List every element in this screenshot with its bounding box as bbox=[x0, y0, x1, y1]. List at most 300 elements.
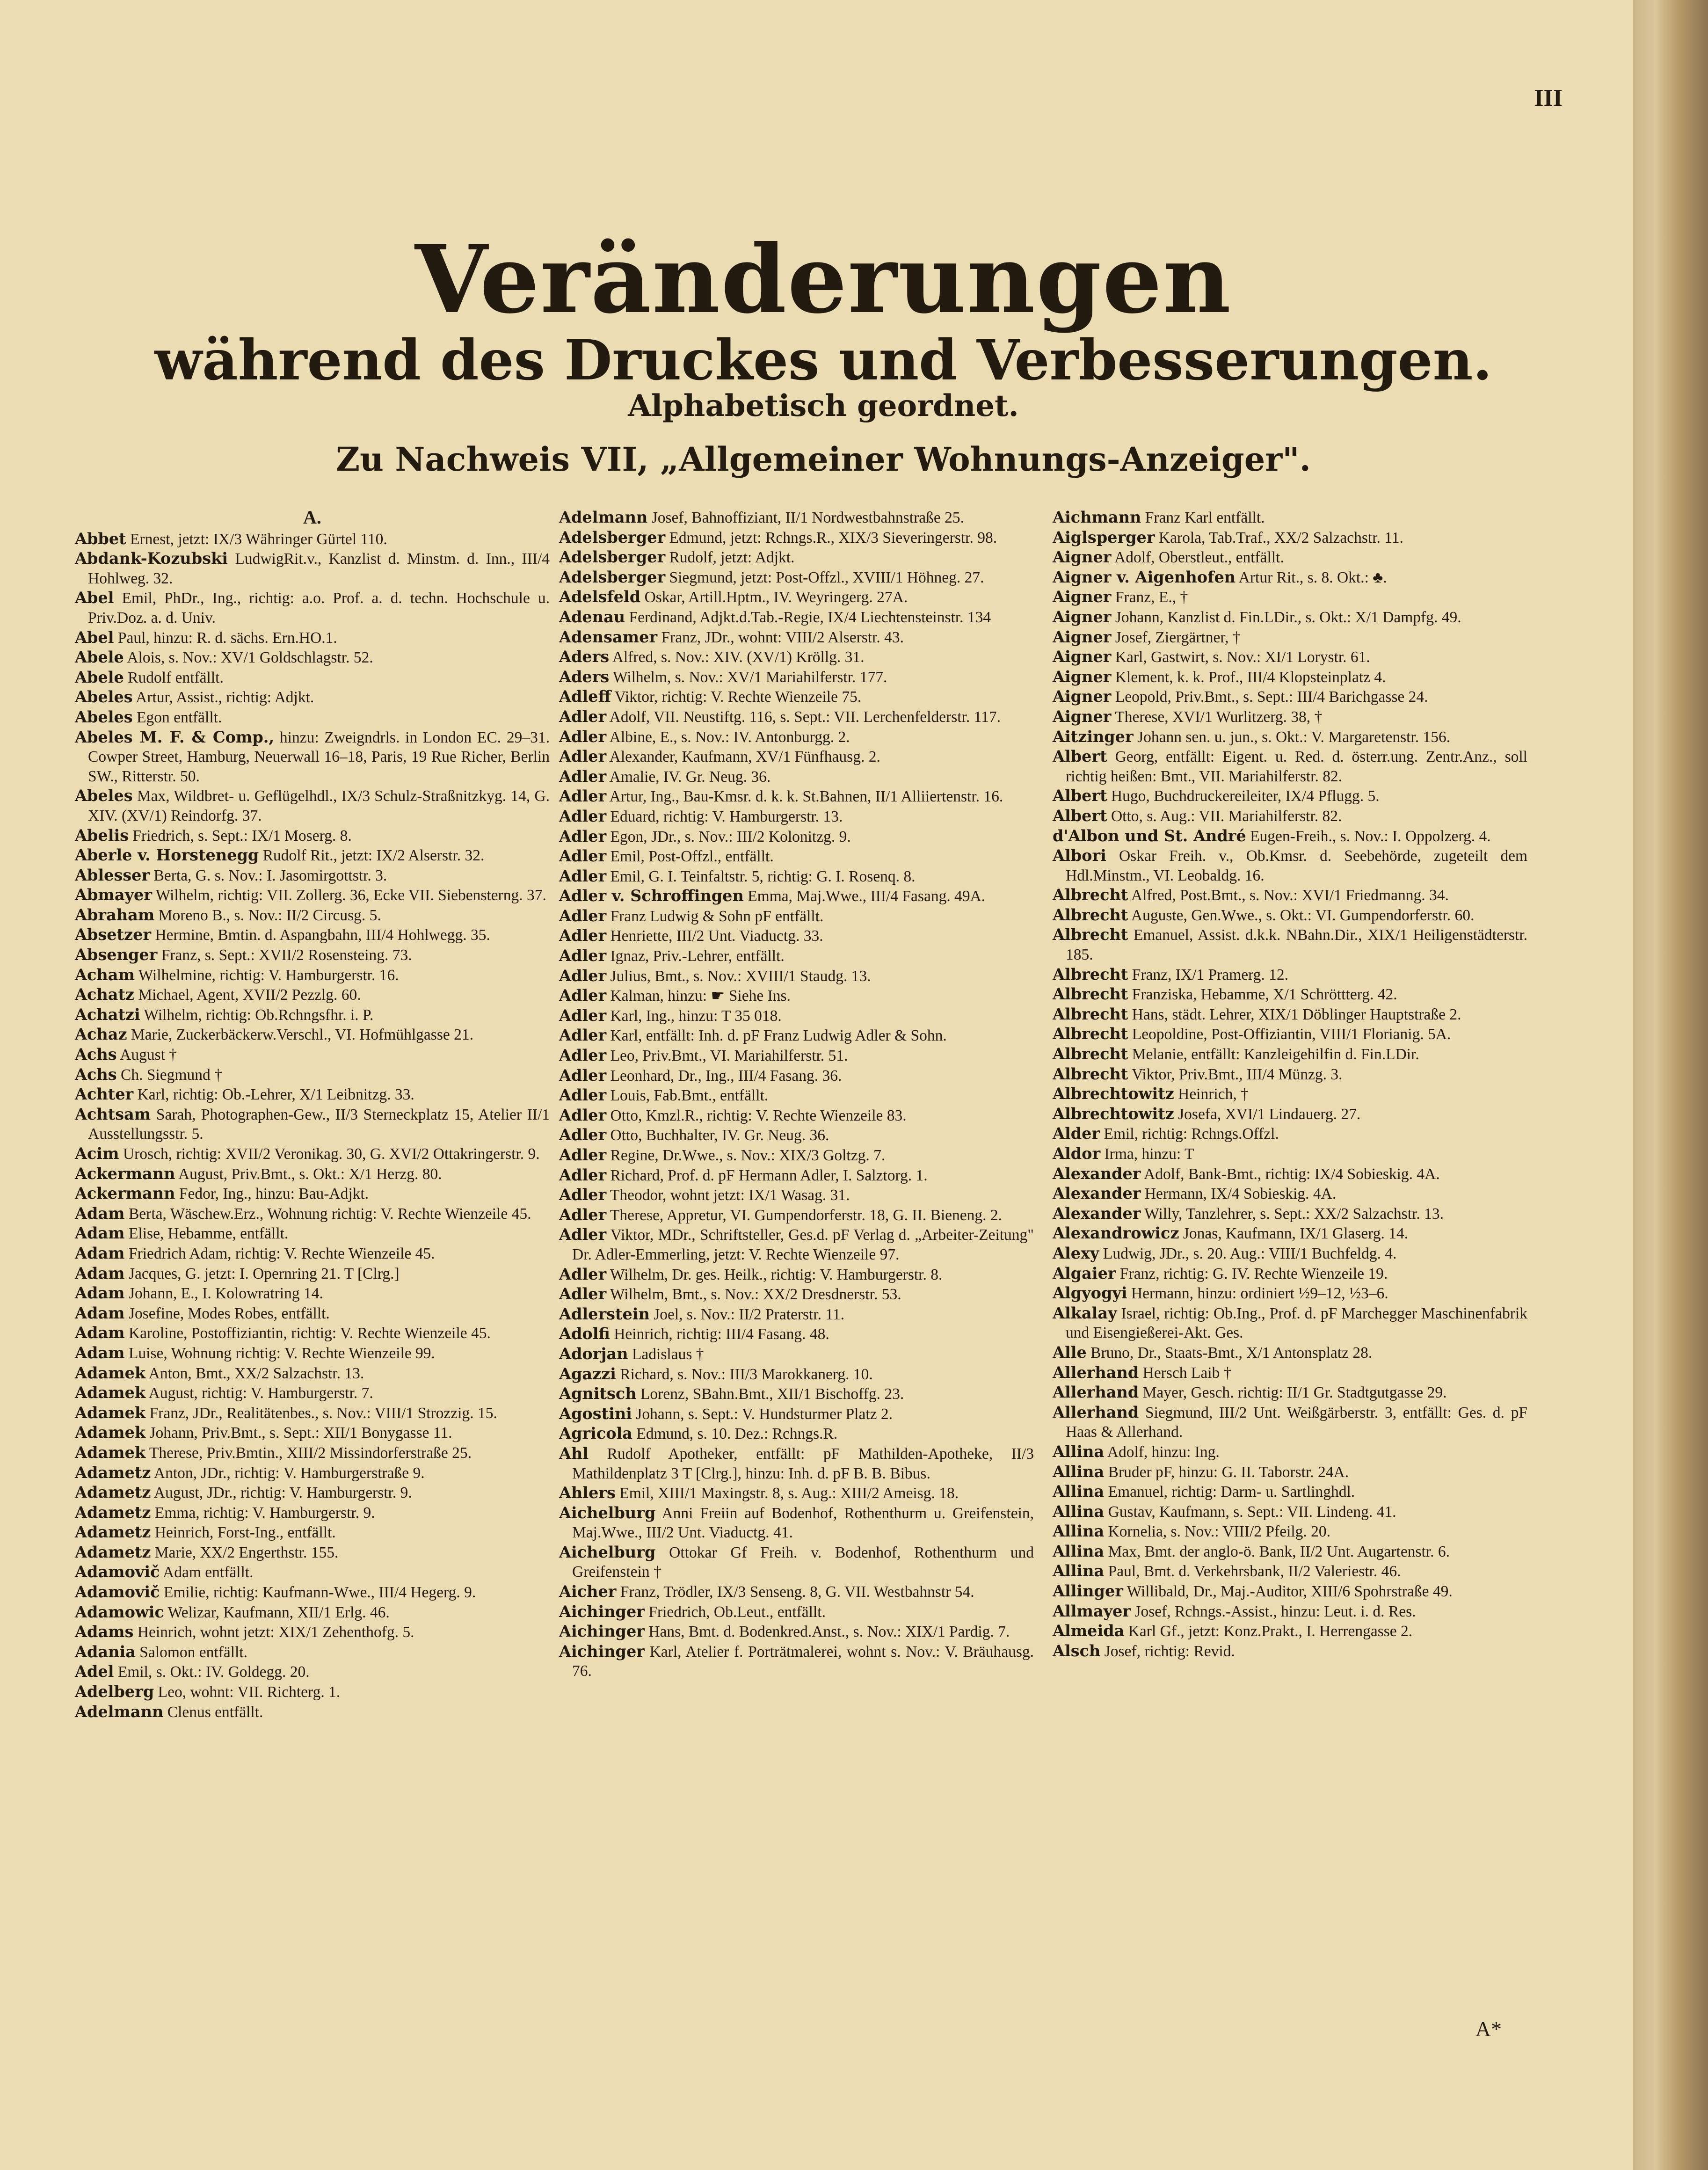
entry-name: Allerhand bbox=[1053, 1403, 1139, 1421]
entry-details: Karl, richtig: Ob.-Lehrer, X/1 Leibnitzg. 33. bbox=[137, 1086, 414, 1104]
directory-entry bbox=[559, 786, 1034, 807]
directory-entry bbox=[75, 786, 550, 825]
directory-entry bbox=[559, 1424, 1034, 1444]
entry-name: Albert bbox=[1053, 747, 1107, 766]
directory-entry bbox=[559, 1622, 1034, 1642]
entry-name: Adler bbox=[559, 906, 607, 925]
entry-name: Albrecht bbox=[1053, 1005, 1128, 1023]
entry-name: Adamek bbox=[75, 1384, 146, 1402]
entry-name: Adamek bbox=[75, 1423, 146, 1442]
directory-entry bbox=[1053, 1283, 1527, 1303]
entry-name: Aberle v. Horstenegg bbox=[75, 846, 259, 865]
directory-entry bbox=[75, 1264, 550, 1284]
entry-name: Aigner bbox=[1053, 648, 1112, 666]
column-3 bbox=[1053, 508, 1527, 1661]
entry-name: Agostini bbox=[559, 1404, 632, 1423]
entry-details: Albine, E., s. Nov.: IV. Antonburgg. 2. bbox=[609, 728, 850, 746]
directory-entry bbox=[75, 687, 550, 707]
entry-details: Siegmund, jetzt: Post-Offzl., XVIII/1 Höhneg. 27. bbox=[669, 568, 984, 586]
entry-name: Aichelburg bbox=[559, 1543, 656, 1561]
entry-details: Marie, Zuckerbäckerw.Verschl., VI. Hofmühlgasse 21. bbox=[131, 1026, 473, 1044]
entry-details: Adolf, Oberstleut., entfällt. bbox=[1114, 549, 1284, 567]
entry-details: Siegmund, III/2 Unt. Weißgärberstr. 3, entfällt: Ges. d. pF Haas & Allerhand. bbox=[1066, 1404, 1528, 1441]
directory-entry bbox=[559, 1205, 1034, 1225]
directory-entry bbox=[1053, 1223, 1527, 1244]
entry-details: Paul, hinzu: R. d. sächs. Ern.HO.1. bbox=[117, 629, 337, 647]
entry-details: Ch. Siegmund † bbox=[120, 1066, 222, 1084]
directory-entry bbox=[559, 647, 1034, 667]
entry-name: Albrecht bbox=[1053, 1045, 1128, 1063]
entry-name: Allina bbox=[1053, 1462, 1105, 1481]
signature-mark: A* bbox=[1475, 2017, 1502, 2041]
entry-details: Henriette, III/2 Unt. Viaductg. 33. bbox=[610, 927, 823, 945]
directory-entry bbox=[559, 946, 1034, 966]
entry-name: Adamowic bbox=[75, 1602, 164, 1621]
entry-details: Emma, richtig: V. Hamburgerstr. 9. bbox=[154, 1504, 375, 1522]
directory-entry bbox=[1053, 647, 1527, 667]
entry-name: Alexander bbox=[1053, 1164, 1141, 1183]
entry-name: Adorjan bbox=[559, 1344, 628, 1363]
directory-entry bbox=[1053, 727, 1527, 747]
directory-entry bbox=[1053, 1064, 1527, 1085]
entry-details: Alfred, s. Nov.: XIV. (XV/1) Kröllg. 31. bbox=[612, 648, 865, 666]
entry-name: Adler v. Schroffingen bbox=[559, 887, 744, 905]
entry-name: Almeida bbox=[1053, 1622, 1125, 1640]
directory-entry bbox=[559, 1602, 1034, 1622]
entry-details: Melanie, entfällt: Kanzleigehilfin d. Fin.LDir. bbox=[1132, 1046, 1419, 1063]
directory-entry bbox=[559, 926, 1034, 946]
entry-details: Alois, s. Nov.: XV/1 Goldschlagstr. 52. bbox=[127, 649, 373, 667]
directory-entry bbox=[75, 1343, 550, 1363]
entry-details: Viktor, MDr., Schriftsteller, Ges.d. pF Verlag d. „Arbeiter-Zeitung" Dr. Adler-Emmerling, jetzt: V. Rechte Wienzeile 97. bbox=[572, 1226, 1034, 1263]
entry-details: Willy, Tanzlehrer, s. Sept.: XX/2 Salzachstr. 13. bbox=[1144, 1205, 1444, 1223]
entry-name: Achs bbox=[75, 1045, 117, 1064]
entry-details: Eduard, richtig: V. Hamburgerstr. 13. bbox=[610, 808, 843, 825]
entry-name: Alsch bbox=[1053, 1641, 1101, 1660]
directory-entry bbox=[1053, 1502, 1527, 1522]
entry-name: Acim bbox=[75, 1144, 119, 1163]
entry-name: Adametz bbox=[75, 1543, 151, 1561]
entry-name: Adleff bbox=[559, 687, 611, 706]
entry-details: Richard, Prof. d. pF Hermann Adler, I. Salztorg. 1. bbox=[610, 1166, 928, 1184]
directory-entry bbox=[75, 925, 550, 945]
entry-name: Abmayer bbox=[75, 886, 152, 904]
entry-details: Hugo, Buchdruckereileiter, IX/4 Pflugg. 5. bbox=[1111, 787, 1380, 805]
entry-name: Allina bbox=[1053, 1502, 1105, 1521]
entry-details: Hans, Bmt. d. Bodenkred.Anst., s. Nov.: XIX/1 Pardig. 7. bbox=[648, 1623, 1010, 1641]
entry-name: Albrechtowitz bbox=[1053, 1085, 1174, 1103]
entry-details: Artur, Assist., richtig: Adjkt. bbox=[136, 689, 314, 706]
entry-details: Emil, PhDr., Ing., richtig: a.o. Prof. a. d. techn. Hochschule u. Priv.Doz. a. d. Univ. bbox=[88, 590, 550, 626]
directory-entry bbox=[75, 1682, 550, 1702]
entry-name: Ackermann bbox=[75, 1184, 175, 1203]
directory-entry bbox=[75, 728, 550, 786]
entry-details: Edmund, jetzt: Rchngs.R., XIX/3 Sieveringerstr. 98. bbox=[669, 529, 997, 546]
entry-details: Franz, E., † bbox=[1115, 589, 1188, 606]
entry-details: Franz Karl entfällt. bbox=[1145, 509, 1265, 526]
entry-details: Emil, s. Okt.: IV. Goldegg. 20. bbox=[117, 1663, 310, 1681]
entry-details: Ottokar Gf Freih. v. Bodenhof, Rothenthurm und Greifenstein † bbox=[572, 1544, 1034, 1581]
entry-name: Aders bbox=[559, 648, 610, 666]
entry-details: Egon, JDr., s. Nov.: III/2 Kolonitzg. 9. bbox=[610, 828, 851, 845]
entry-name: Alle bbox=[1053, 1343, 1087, 1362]
directory-entry bbox=[559, 966, 1034, 986]
entry-details: Leo, wohnt: VII. Richterg. 1. bbox=[158, 1683, 341, 1701]
entry-details: Max, Wildbret- u. Geflügelhdl., IX/3 Schulz-Straßnitzkyg. 14, G. XIV. (XV/1) Reindorfg. 37. bbox=[88, 787, 550, 824]
entry-name: Albori bbox=[1053, 846, 1106, 865]
entry-details: Julius, Bmt., s. Nov.: XVIII/1 Staudg. 13. bbox=[610, 967, 871, 985]
entry-details: Rudolf Apotheker, entfällt: pF Mathilden-Apotheke, II/3 Mathildenplatz 3 T [Clrg.], hinzu: Inh. d. pF B. B. Bibus. bbox=[572, 1445, 1034, 1482]
entry-details: Emilie, richtig: Kaufmann-Wwe., III/4 Hegerg. 9. bbox=[163, 1584, 476, 1602]
entry-name: Albrecht bbox=[1053, 886, 1128, 904]
entry-details: Bruder pF, hinzu: G. II. Taborstr. 24A. bbox=[1108, 1463, 1349, 1481]
entry-name: Allinger bbox=[1053, 1582, 1123, 1601]
entry-name: Aigner v. Aigenhofen bbox=[1053, 568, 1236, 586]
entry-name: Adametz bbox=[75, 1523, 151, 1542]
entry-details: Karl, Gastwirt, s. Nov.: XI/1 Lorystr. 61. bbox=[1115, 648, 1370, 666]
entry-details: Ludwig, JDr., s. 20. Aug.: VIII/1 Buchfeldg. 4. bbox=[1103, 1245, 1397, 1262]
directory-entry bbox=[559, 1284, 1034, 1304]
directory-entry bbox=[75, 1025, 550, 1045]
entry-name: Adam bbox=[75, 1303, 125, 1322]
entry-name: Aigner bbox=[1053, 588, 1112, 606]
entry-name: Allerhand bbox=[1053, 1383, 1139, 1402]
directory-entry bbox=[75, 1204, 550, 1224]
entry-details: Hermann, IX/4 Sobieskig. 4A. bbox=[1144, 1185, 1337, 1203]
entry-details: Jonas, Kaufmann, IX/1 Glaserg. 14. bbox=[1183, 1225, 1409, 1243]
entry-name: Aigner bbox=[1053, 687, 1112, 706]
entry-details: Luise, Wohnung richtig: V. Rechte Wienzeile 99. bbox=[128, 1344, 435, 1362]
directory-entry bbox=[1053, 1005, 1527, 1025]
directory-entry bbox=[559, 1582, 1034, 1602]
entry-details: Clenus entfällt. bbox=[167, 1703, 263, 1721]
entry-name: Adler bbox=[559, 807, 607, 825]
entry-details: Emil, Post-Offzl., entfällt. bbox=[610, 848, 774, 866]
directory-entry bbox=[75, 826, 550, 846]
directory-entry bbox=[1053, 826, 1527, 846]
directory-entry bbox=[559, 767, 1034, 787]
directory-entry bbox=[1053, 568, 1527, 588]
entry-name: Abeles M. F. & Comp., bbox=[75, 728, 275, 746]
directory-entry bbox=[559, 1483, 1034, 1503]
entry-name: Adam bbox=[75, 1324, 125, 1342]
entry-details: Adolf, VII. Neustiftg. 116, s. Sept.: VII. Lerchenfelderstr. 117. bbox=[609, 708, 1001, 726]
entry-details: Josef, Rchngs.-Assist., hinzu: Leut. i. d. Res. bbox=[1134, 1602, 1416, 1620]
directory-entry bbox=[1053, 1264, 1527, 1284]
entry-details: Franziska, Hebamme, X/1 Schröttterg. 42. bbox=[1132, 986, 1397, 1004]
entry-name: Abdank-Kozubski bbox=[75, 549, 228, 568]
directory-entry bbox=[559, 607, 1034, 627]
entry-name: Abraham bbox=[75, 905, 155, 924]
directory-entry bbox=[559, 1066, 1034, 1086]
entry-details: Sarah, Photographen-Gew., II/3 Sterneckplatz 15, Atelier II/1 Ausstellungsstr. 5. bbox=[88, 1106, 550, 1143]
entry-name: Adler bbox=[559, 707, 607, 726]
directory-entry bbox=[559, 1364, 1034, 1384]
directory-entry bbox=[1053, 1462, 1527, 1482]
directory-entry bbox=[75, 1323, 550, 1343]
entry-details: Amalie, IV. Gr. Neug. 36. bbox=[609, 768, 771, 786]
entry-details: Salomon entfällt. bbox=[139, 1643, 248, 1661]
entry-details: Irma, hinzu: T bbox=[1104, 1145, 1194, 1163]
directory-entry bbox=[75, 965, 550, 985]
entry-details: Richard, s. Nov.: III/3 Marokkanerg. 10. bbox=[620, 1365, 873, 1383]
directory-entry bbox=[1053, 587, 1527, 607]
entry-details: Franz, s. Sept.: XVII/2 Rosensteing. 73. bbox=[161, 947, 412, 964]
entry-name: Adler bbox=[559, 1066, 607, 1085]
entry-details: Franz, richtig: G. IV. Rechte Wienzeile 19. bbox=[1119, 1265, 1388, 1282]
entry-details: Josef, Ziergärtner, † bbox=[1115, 628, 1241, 646]
entry-details: Emil, G. I. Teinfaltstr. 5, richtig: G. I. Rosenq. 8. bbox=[610, 867, 916, 885]
entry-details: Karl, entfällt: Inh. d. pF Franz Ludwig Adler & Sohn. bbox=[610, 1027, 947, 1045]
entry-name: Albert bbox=[1053, 806, 1107, 825]
column-2 bbox=[559, 508, 1034, 1681]
entry-details: Leo, Priv.Bmt., VI. Mariahilferstr. 51. bbox=[610, 1047, 848, 1065]
directory-entry bbox=[75, 1403, 550, 1423]
entry-details: Bruno, Dr., Staats-Bmt., X/1 Antonsplatz 28. bbox=[1090, 1344, 1373, 1362]
directory-entry bbox=[75, 1363, 550, 1384]
entry-name: Ablesser bbox=[75, 866, 150, 884]
directory-entry bbox=[1053, 1204, 1527, 1224]
entry-name: Aigner bbox=[1053, 627, 1112, 646]
entry-details: Friedrich, s. Sept.: IX/1 Moserg. 8. bbox=[132, 827, 352, 845]
entry-details: Artur, Ing., Bau-Kmsr. d. k. k. St.Bahnen, II/1 Alliiertenstr. 16. bbox=[609, 788, 1003, 806]
entry-name: Aigner bbox=[1053, 548, 1112, 567]
directory-entry bbox=[559, 1344, 1034, 1364]
entry-details: Emma, Maj.Wwe., III/4 Fasang. 49A. bbox=[748, 888, 986, 905]
directory-entry bbox=[75, 707, 550, 728]
entry-details: Karola, Tab.Traf., XX/2 Salzachstr. 11. bbox=[1158, 529, 1403, 546]
entry-details: Adolf, hinzu: Ing. bbox=[1107, 1443, 1220, 1461]
directory-entry bbox=[75, 1184, 550, 1204]
entry-details: Heinrich, wohnt jetzt: XIX/1 Zehenthofg. 5. bbox=[137, 1624, 414, 1641]
directory-entry bbox=[559, 1324, 1034, 1344]
entry-name: Adenau bbox=[559, 607, 625, 626]
directory-entry bbox=[1053, 1383, 1527, 1403]
directory-entry bbox=[559, 1225, 1034, 1264]
column-1 bbox=[75, 508, 550, 1722]
entry-details: Franz, JDr., Realitätenbes., s. Nov.: VIII/1 Strozzig. 15. bbox=[149, 1404, 497, 1422]
entry-name: Achatz bbox=[75, 985, 134, 1004]
directory-entry bbox=[75, 845, 550, 866]
entry-details: Hermann, hinzu: ordiniert ½9–12, ½3–6. bbox=[1131, 1285, 1388, 1303]
page-edge bbox=[1633, 0, 1708, 2170]
entry-details: Franz Ludwig & Sohn pF entfällt. bbox=[610, 907, 824, 925]
entry-name: Aichmann bbox=[1053, 508, 1141, 526]
entry-details: Johann, Kanzlist d. Fin.LDir., s. Okt.: X/1 Dampfg. 49. bbox=[1115, 608, 1461, 626]
entry-name: Adam bbox=[75, 1284, 125, 1303]
directory-entry bbox=[75, 1582, 550, 1602]
directory-entry bbox=[559, 1026, 1034, 1046]
entry-name: Abele bbox=[75, 648, 124, 667]
directory-entry bbox=[1053, 1482, 1527, 1502]
directory-entry bbox=[1053, 707, 1527, 727]
entry-details: Leopoldine, Post-Offiziantin, VIII/1 Florianig. 5A. bbox=[1132, 1026, 1451, 1043]
entry-details: Alfred, Post.Bmt., s. Nov.: XVI/1 Friedmanng. 34. bbox=[1131, 887, 1449, 904]
entry-name: Adler bbox=[559, 787, 607, 806]
entry-name: Adelsberger bbox=[559, 528, 666, 546]
directory-entry bbox=[559, 1265, 1034, 1285]
directory-entry bbox=[1053, 925, 1527, 964]
directory-entry bbox=[1053, 1303, 1527, 1343]
directory-entry bbox=[559, 528, 1034, 548]
directory-entry bbox=[75, 1164, 550, 1184]
directory-entry bbox=[75, 1642, 550, 1662]
entry-details: Rudolf entfällt. bbox=[128, 669, 224, 686]
entry-details: Heinrich, richtig: III/4 Fasang. 48. bbox=[614, 1325, 829, 1343]
entry-name: Algaier bbox=[1053, 1264, 1116, 1282]
entry-details: Kornelia, s. Nov.: VIII/2 Pfeilg. 20. bbox=[1108, 1523, 1331, 1541]
entry-name: Alexandrowicz bbox=[1053, 1224, 1179, 1243]
entry-details: Auguste, Gen.Wwe., s. Okt.: VI. Gumpendorferstr. 60. bbox=[1131, 906, 1475, 924]
entry-name: Aitzinger bbox=[1053, 727, 1134, 746]
directory-entry bbox=[75, 985, 550, 1005]
entry-name: Adler bbox=[559, 1106, 607, 1124]
entry-details: Klement, k. k. Prof., III/4 Klopsteinplatz 4. bbox=[1115, 668, 1386, 686]
entry-details: Wilhelm, Dr. ges. Heilk., richtig: V. Hamburgerstr. 8. bbox=[610, 1266, 943, 1283]
entry-name: Adams bbox=[75, 1623, 134, 1641]
entry-name: Adler bbox=[559, 1265, 607, 1283]
entry-details: Franz, Trödler, IX/3 Senseng. 8, G. VII. Westbahnstr 54. bbox=[620, 1583, 974, 1601]
entry-details: Adolf, Bank-Bmt., richtig: IX/4 Sobieskig. 4A. bbox=[1144, 1165, 1440, 1183]
entry-name: Adler bbox=[559, 767, 607, 786]
directory-entry bbox=[75, 1443, 550, 1463]
entry-name: Adam bbox=[75, 1244, 125, 1262]
directory-entry bbox=[559, 508, 1034, 528]
entry-details: Viktor, richtig: V. Rechte Wienzeile 75. bbox=[614, 688, 862, 706]
entry-name: Aicher bbox=[559, 1582, 617, 1601]
directory-entry bbox=[559, 568, 1034, 588]
directory-entry bbox=[1053, 607, 1527, 627]
entry-details: Ferdinand, Adjkt.d.Tab.-Regie, IX/4 Liechtensteinstr. 134 bbox=[629, 608, 991, 626]
entry-name: Adam bbox=[75, 1204, 125, 1223]
entry-details: Wilhelm, richtig: Ob.Rchngsfhr. i. P. bbox=[144, 1006, 374, 1024]
entry-details: Lorenz, SBahn.Bmt., XII/1 Bischoffg. 23. bbox=[640, 1385, 904, 1403]
entry-details: Leopold, Priv.Bmt., s. Sept.: III/4 Barichgasse 24. bbox=[1115, 688, 1428, 706]
directory-entry bbox=[75, 549, 550, 588]
entry-name: Allina bbox=[1053, 1562, 1105, 1580]
entry-name: Albert bbox=[1053, 786, 1107, 805]
directory-entry bbox=[75, 885, 550, 905]
entry-name: Achaz bbox=[75, 1025, 127, 1044]
entry-name: Albrecht bbox=[1053, 905, 1128, 924]
entry-name: Adametz bbox=[75, 1503, 151, 1522]
entry-details: Artur Rit., s. 8. Okt.: ♣. bbox=[1238, 568, 1387, 586]
entry-details: Fedor, Ing., hinzu: Bau-Adjkt. bbox=[179, 1185, 369, 1203]
entry-details: Michael, Agent, XVII/2 Pezzlg. 60. bbox=[138, 986, 361, 1004]
directory-entry bbox=[75, 668, 550, 688]
directory-entry bbox=[1053, 1602, 1527, 1622]
entry-name: Ackermann bbox=[75, 1164, 175, 1183]
directory-entry bbox=[75, 1105, 550, 1144]
page-subtitle: während des Druckes und Verbesserungen. bbox=[154, 328, 1492, 393]
entry-name: Adametz bbox=[75, 1483, 151, 1502]
entry-name: Agricola bbox=[559, 1424, 632, 1443]
entry-details: August † bbox=[120, 1046, 177, 1064]
directory-entry bbox=[559, 1444, 1034, 1483]
entry-name: Adelberg bbox=[75, 1682, 154, 1701]
entry-name: Allina bbox=[1053, 1522, 1105, 1541]
entry-details: Johann sen. u. jun., s. Okt.: V. Margaretenstr. 156. bbox=[1137, 728, 1451, 746]
entry-details: Karl, Atelier f. Porträtmalerei, wohnt s. Nov.: V. Bräuhausg. 76. bbox=[572, 1643, 1034, 1680]
entry-name: Adler bbox=[559, 1146, 607, 1164]
entry-details: Friedrich, Ob.Leut., entfällt. bbox=[648, 1603, 826, 1621]
entry-name: Adler bbox=[559, 966, 607, 985]
entry-details: Marie, XX/2 Engerthstr. 155. bbox=[154, 1544, 339, 1561]
directory-entry bbox=[1053, 1084, 1527, 1104]
entry-details: Wilhelm, s. Nov.: XV/1 Mariahilferstr. 177. bbox=[613, 668, 887, 686]
entry-name: Adamek bbox=[75, 1443, 146, 1462]
entry-name: Aders bbox=[559, 667, 610, 686]
directory-entry bbox=[559, 1503, 1034, 1543]
entry-details: Therese, Appretur, VI. Gumpendorferstr. 18, G. II. Bieneng. 2. bbox=[610, 1206, 1003, 1224]
entry-details: Welizar, Kaufmann, XII/1 Erlg. 46. bbox=[167, 1603, 390, 1621]
entry-name: Adam bbox=[75, 1343, 125, 1362]
entry-name: Abele bbox=[75, 668, 124, 686]
entry-details: Israel, richtig: Ob.Ing., Prof. d. pF Marchegger Maschinenfabrik und Eisengießerei-Akt. Ges. bbox=[1066, 1304, 1528, 1342]
entry-details: Anni Freiin auf Bodenhof, Rothenthurm u. Greifenstein, Maj.Wwe., III/2 Unt. Viaductg. 41. bbox=[572, 1504, 1034, 1542]
directory-entry bbox=[1053, 1641, 1527, 1661]
entry-name: Adler bbox=[559, 827, 607, 845]
entry-details: Rudolf, jetzt: Adjkt. bbox=[669, 549, 795, 567]
entry-name: Adamovič bbox=[75, 1563, 160, 1581]
entry-name: Achtsam bbox=[75, 1105, 151, 1123]
entry-name: Albrechtowitz bbox=[1053, 1104, 1174, 1123]
entry-name: Adam bbox=[75, 1264, 125, 1282]
entry-name: Adelsberger bbox=[559, 548, 666, 567]
entry-name: Aigner bbox=[1053, 707, 1112, 726]
directory-entry bbox=[75, 1223, 550, 1244]
entry-details: Otto, s. Aug.: VII. Mariahilferstr. 82. bbox=[1111, 807, 1342, 825]
directory-entry bbox=[559, 707, 1034, 727]
entry-details: Hersch Laib † bbox=[1142, 1364, 1232, 1382]
directory-entry bbox=[559, 667, 1034, 687]
entry-details: Urosch, richtig: XVII/2 Veronikag. 30, G. XVI/2 Ottakringerstr. 9. bbox=[123, 1145, 540, 1163]
entry-name: Adamek bbox=[75, 1403, 146, 1422]
entry-details: hinzu: Zweigndrls. in London EC. 29–31. Cowper Street, Hamburg, Neuerwall 16–18, Paris, 19 Rue Richer, Berlin SW., Ritterstr. 50. bbox=[88, 728, 550, 785]
directory-entry bbox=[1053, 1561, 1527, 1581]
entry-details: Franz, JDr., wohnt: VIII/2 Alserstr. 43. bbox=[661, 628, 904, 646]
directory-entry bbox=[1053, 1581, 1527, 1602]
entry-name: Adler bbox=[559, 1006, 607, 1025]
directory-entry bbox=[1053, 806, 1527, 826]
entry-name: Adel bbox=[75, 1662, 114, 1681]
entry-details: Leonhard, Dr., Ing., III/4 Fasang. 36. bbox=[610, 1067, 842, 1085]
entry-details: Viktor, Priv.Bmt., III/4 Münzg. 3. bbox=[1132, 1065, 1343, 1083]
entry-name: Adamek bbox=[75, 1363, 146, 1382]
directory-entry bbox=[75, 1244, 550, 1264]
entry-details: Elise, Hebamme, entfällt. bbox=[128, 1225, 289, 1243]
entry-details: Ignaz, Priv.-Lehrer, entfällt. bbox=[610, 947, 785, 965]
entry-name: Adler bbox=[559, 986, 607, 1005]
entry-name: Achs bbox=[75, 1065, 117, 1084]
entry-name: Adler bbox=[559, 947, 607, 965]
entry-details: Paul, Bmt. d. Verkehrsbank, II/2 Valeriestr. 46. bbox=[1108, 1563, 1401, 1580]
entry-name: Allmayer bbox=[1053, 1602, 1131, 1620]
entry-name: Abeles bbox=[75, 707, 133, 726]
entry-name: Adler bbox=[559, 747, 607, 766]
directory-entry bbox=[1053, 984, 1527, 1005]
entry-name: Aichelburg bbox=[559, 1503, 656, 1522]
entry-name: Adler bbox=[559, 1165, 607, 1184]
directory-entry bbox=[1053, 687, 1527, 707]
directory-entry bbox=[559, 747, 1034, 767]
directory-entry bbox=[1053, 1104, 1527, 1124]
directory-entry bbox=[75, 588, 550, 627]
entry-name: Adler bbox=[559, 1225, 607, 1244]
entry-details: LudwigRit.v., Kanzlist d. Minstm. d. Inn., III/4 Hohlweg. 32. bbox=[88, 550, 550, 587]
directory-entry bbox=[559, 846, 1034, 867]
entry-details: Louis, Fab.Bmt., entfällt. bbox=[610, 1087, 769, 1105]
